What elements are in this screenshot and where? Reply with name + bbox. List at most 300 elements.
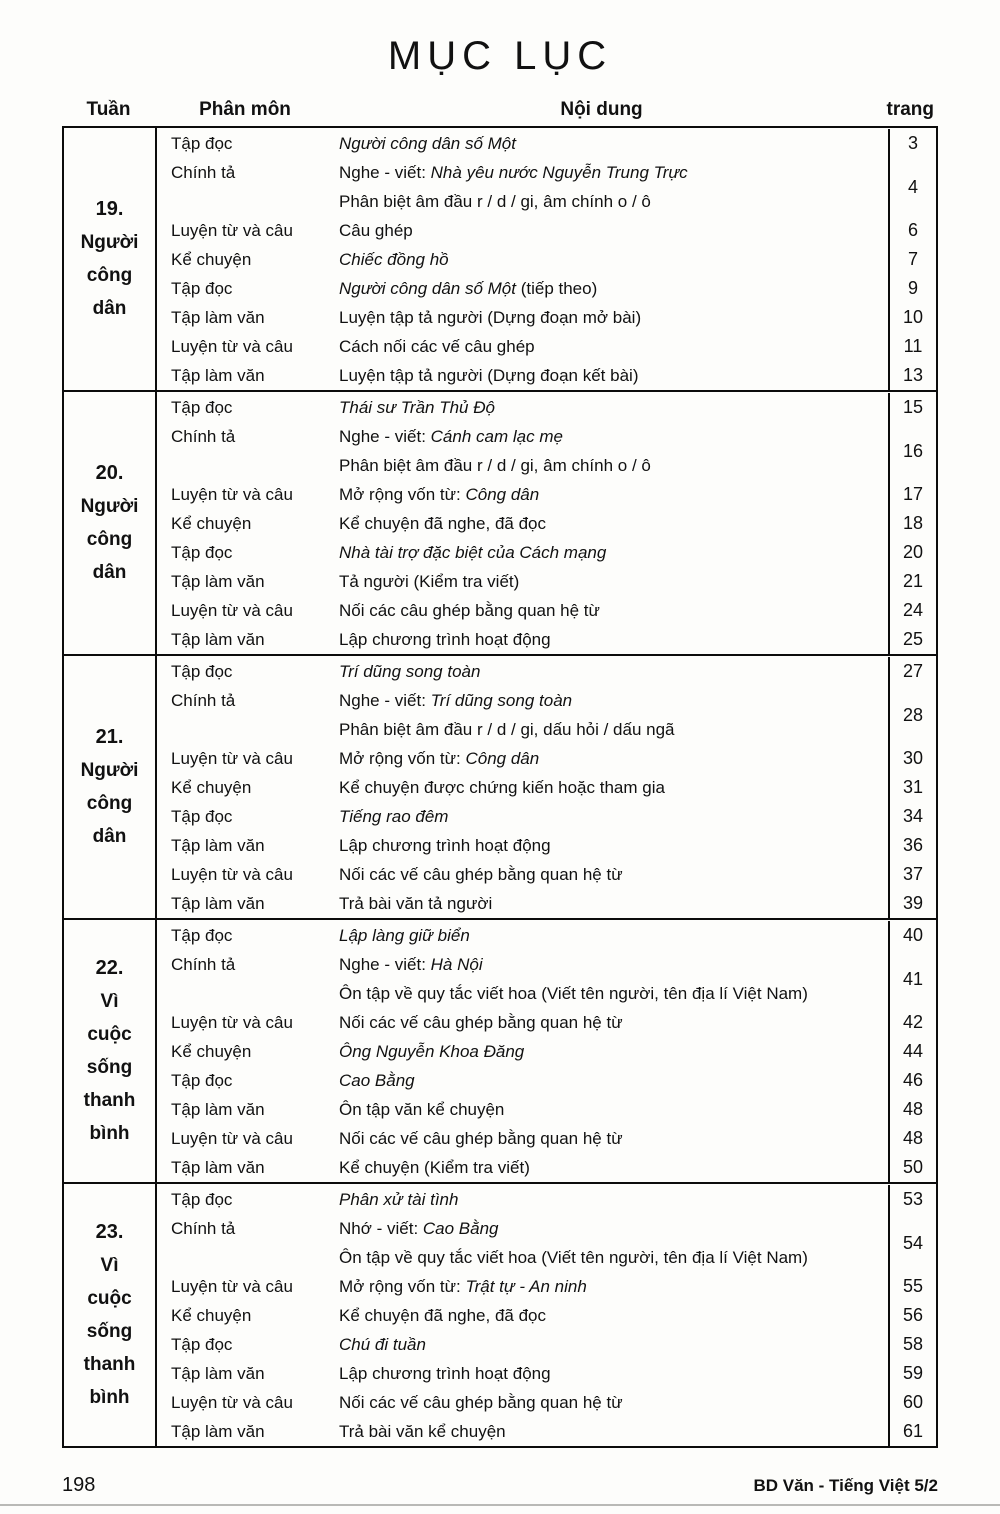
table-row	[157, 303, 936, 332]
page-number-cell: 6	[888, 216, 936, 245]
page-number-cell: 31	[888, 773, 936, 802]
page-number-cell: 37	[888, 860, 936, 889]
content-line	[339, 596, 884, 625]
page-number-cell: 4	[888, 158, 936, 216]
week-rows	[157, 128, 936, 390]
content-cell	[339, 860, 888, 889]
subject-cell: Luyện từ và câu	[171, 485, 293, 504]
week-theme-word: dân	[92, 298, 127, 319]
page-number-cell: 13	[888, 361, 936, 390]
content-line	[339, 393, 884, 422]
content-line	[339, 451, 884, 480]
table-row	[157, 889, 936, 918]
content-cell	[339, 657, 888, 686]
content-line	[339, 129, 884, 158]
subject-cell: Tập đọc	[171, 398, 233, 417]
content-text: Trả bài văn kể chuyện	[339, 1422, 506, 1441]
content-line	[339, 1095, 884, 1124]
content-cell	[339, 274, 888, 303]
page-number-cell: 30	[888, 744, 936, 773]
content-title-text: Người công dân số Một	[339, 279, 516, 298]
subject-cell: Tập làm văn	[171, 572, 265, 591]
content-text: Phân biệt âm đầu r / d / gi, âm chính o / ô	[339, 192, 651, 211]
content-text: Lập chương trình hoạt động	[339, 630, 551, 649]
content-line	[339, 538, 884, 567]
table-row	[157, 1301, 936, 1330]
page-number-cell: 61	[888, 1417, 936, 1446]
content-text: Nối các vế câu ghép bằng quan hệ từ	[339, 1129, 623, 1148]
subject-cell: Tập làm văn	[171, 1158, 265, 1177]
content-line	[339, 802, 884, 831]
content-line	[339, 1008, 884, 1037]
subject-cell: Tập làm văn	[171, 836, 265, 855]
table-row	[157, 361, 936, 390]
content-cell	[339, 1124, 888, 1153]
week-theme-word: cuộc	[87, 1024, 132, 1045]
content-cell	[339, 1037, 888, 1066]
contents-table	[62, 126, 938, 1448]
content-line	[339, 303, 884, 332]
column-header-subject: Phân môn	[199, 99, 291, 120]
week-theme-word: thanh	[83, 1090, 136, 1111]
table-row	[157, 216, 936, 245]
content-cell	[339, 509, 888, 538]
week-number: 22.	[95, 957, 124, 979]
week-theme-word: Vì	[100, 991, 119, 1012]
page-number-cell: 42	[888, 1008, 936, 1037]
table-row	[157, 596, 936, 625]
subject-cell: Tập làm văn	[171, 630, 265, 649]
content-cell	[339, 480, 888, 509]
content-text: Kể chuyện đã nghe, đã đọc	[339, 1306, 546, 1325]
content-cell	[339, 744, 888, 773]
column-header-page: trang	[886, 99, 934, 120]
table-row	[157, 393, 936, 422]
page-number-cell: 46	[888, 1066, 936, 1095]
page-number-cell: 55	[888, 1272, 936, 1301]
content-cell	[339, 245, 888, 274]
page-number-cell: 21	[888, 567, 936, 596]
table-row	[157, 1066, 936, 1095]
table-row	[157, 1124, 936, 1153]
subject-cell: Luyện từ và câu	[171, 1129, 293, 1148]
table-row	[157, 950, 936, 1008]
content-text: Nối các vế câu ghép bằng quan hệ từ	[339, 1013, 623, 1032]
content-title-text: Cao Bằng	[339, 1071, 415, 1090]
table-row	[157, 1359, 936, 1388]
subject-cell: Tập đọc	[171, 279, 233, 298]
page-number-cell: 11	[888, 332, 936, 361]
page-number-cell: 9	[888, 274, 936, 303]
week-theme-word: Vì	[100, 1255, 119, 1276]
table-row	[157, 1214, 936, 1272]
week-theme-word: Người	[80, 232, 139, 253]
page-number-cell: 24	[888, 596, 936, 625]
week-number: 19.	[95, 198, 124, 220]
page-number-cell: 40	[888, 921, 936, 950]
content-cell	[339, 303, 888, 332]
subject-cell: Tập làm văn	[171, 308, 265, 327]
page-number-cell: 41	[888, 950, 936, 1008]
week-theme-word: sống	[86, 1321, 133, 1342]
subject-cell: Tập đọc	[171, 1190, 233, 1209]
content-title-text: Phân xử tài tình	[339, 1190, 459, 1209]
week-number: 21.	[95, 726, 124, 748]
table-row	[157, 274, 936, 303]
subject-cell: Chính tả	[171, 427, 236, 446]
content-line	[339, 831, 884, 860]
subject-cell: Luyện từ và câu	[171, 337, 293, 356]
subject-cell: Tập đọc	[171, 926, 233, 945]
content-cell	[339, 1214, 888, 1272]
week-theme-word: dân	[92, 826, 127, 847]
week-rows	[157, 920, 936, 1182]
content-cell	[339, 686, 888, 744]
page-number-cell: 48	[888, 1095, 936, 1124]
week-number: 23.	[95, 1221, 124, 1243]
content-cell	[339, 1153, 888, 1182]
subject-cell: Tập đọc	[171, 662, 233, 681]
content-title-text: Người công dân số Một	[339, 134, 516, 153]
page-footer	[62, 1474, 938, 1497]
content-text: Ôn tập về quy tắc viết hoa (Viết tên người, tên địa lí Việt Nam)	[339, 984, 808, 1003]
content-cell	[339, 596, 888, 625]
content-text: Nối các vế câu ghép bằng quan hệ từ	[339, 1393, 623, 1412]
content-line	[339, 950, 884, 979]
page-number-cell: 3	[888, 129, 936, 158]
table-row	[157, 686, 936, 744]
content-title-text: Tiếng rao đêm	[339, 807, 449, 826]
content-line	[339, 921, 884, 950]
content-line	[339, 625, 884, 654]
page-number-cell: 20	[888, 538, 936, 567]
week-section	[64, 1184, 936, 1446]
page-number-cell: 17	[888, 480, 936, 509]
subject-cell: Kể chuyện	[171, 250, 252, 269]
page-number-cell: 27	[888, 657, 936, 686]
table-row	[157, 625, 936, 654]
content-line	[339, 1330, 884, 1359]
subject-cell: Tập đọc	[171, 1335, 233, 1354]
subject-cell: Tập làm văn	[171, 1422, 265, 1441]
content-line	[339, 686, 884, 715]
content-text: Trả bài văn tả người	[339, 894, 493, 913]
page-number-cell: 34	[888, 802, 936, 831]
page-number-cell: 28	[888, 686, 936, 744]
content-title-text: Công dân	[465, 485, 540, 504]
subject-cell: Chính tả	[171, 163, 236, 182]
table-row	[157, 1388, 936, 1417]
page-number-cell: 59	[888, 1359, 936, 1388]
content-cell	[339, 773, 888, 802]
content-cell	[339, 158, 888, 216]
content-cell	[339, 950, 888, 1008]
content-text: Nối các vế câu ghép bằng quan hệ từ	[339, 865, 623, 884]
content-line	[339, 187, 884, 216]
content-line	[339, 361, 884, 390]
subject-cell: Luyện từ và câu	[171, 865, 293, 884]
page-number-cell: 7	[888, 245, 936, 274]
content-title-text: Nhà yêu nước Nguyễn Trung Trực	[430, 163, 688, 182]
content-text: Nhớ - viết:	[339, 1219, 423, 1238]
week-theme-word: dân	[92, 562, 127, 583]
table-row	[157, 332, 936, 361]
page-number-cell: 53	[888, 1185, 936, 1214]
content-cell	[339, 1388, 888, 1417]
content-title-text: Chú đi tuần	[339, 1335, 426, 1354]
content-title-text: Cao Bằng	[422, 1219, 499, 1238]
content-line	[339, 1066, 884, 1095]
content-text: Cách nối các vế câu ghép	[339, 337, 535, 356]
page-number-cell: 10	[888, 303, 936, 332]
table-row	[157, 480, 936, 509]
content-line	[339, 1388, 884, 1417]
table-row	[157, 129, 936, 158]
content-line	[339, 657, 884, 686]
content-line	[339, 1272, 884, 1301]
week-theme-word: Người	[80, 760, 139, 781]
content-text: Mở rộng vốn từ:	[339, 749, 466, 768]
table-row	[157, 657, 936, 686]
page-title: MỤC LỤC	[387, 34, 613, 78]
content-text: Phân biệt âm đầu r / d / gi, dấu hỏi / dấu ngã	[339, 720, 675, 739]
page-number-cell: 58	[888, 1330, 936, 1359]
content-text: Ôn tập về quy tắc viết hoa (Viết tên người, tên địa lí Việt Nam)	[339, 1248, 808, 1267]
subject-cell: Luyện từ và câu	[171, 1393, 293, 1412]
page-number-cell: 54	[888, 1214, 936, 1272]
content-text: Nghe - viết:	[339, 691, 431, 710]
content-line	[339, 332, 884, 361]
content-title-text: Ông Nguyễn Khoa Đăng	[339, 1042, 525, 1061]
content-cell	[339, 1185, 888, 1214]
content-cell	[339, 921, 888, 950]
table-row	[157, 1272, 936, 1301]
content-title-text: Công dân	[465, 749, 540, 768]
content-line	[339, 715, 884, 744]
content-cell	[339, 129, 888, 158]
content-line	[339, 422, 884, 451]
page-number-cell: 39	[888, 889, 936, 918]
content-title-text: Chiếc đồng hồ	[339, 250, 449, 269]
subject-cell: Kể chuyện	[171, 514, 252, 533]
content-cell	[339, 831, 888, 860]
table-row	[157, 538, 936, 567]
content-line	[339, 1301, 884, 1330]
content-cell	[339, 1417, 888, 1446]
subject-cell: Tập đọc	[171, 543, 233, 562]
content-line	[339, 1037, 884, 1066]
table-row	[157, 158, 936, 216]
content-text: (tiếp theo)	[515, 279, 598, 298]
content-line	[339, 509, 884, 538]
week-theme-word: thanh	[83, 1354, 136, 1375]
week-label-cell	[64, 392, 157, 654]
content-text: Lập chương trình hoạt động	[339, 836, 551, 855]
subject-cell: Tập làm văn	[171, 366, 265, 385]
table-row	[157, 509, 936, 538]
page-number-cell: 36	[888, 831, 936, 860]
week-section	[64, 128, 936, 392]
table-row	[157, 422, 936, 480]
subject-cell: Chính tả	[171, 691, 236, 710]
content-cell	[339, 1066, 888, 1095]
content-cell	[339, 332, 888, 361]
content-text: Lập chương trình hoạt động	[339, 1364, 551, 1383]
subject-cell: Luyện từ và câu	[171, 1277, 293, 1296]
content-line	[339, 274, 884, 303]
scan-edge-artifact	[0, 1504, 1000, 1506]
table-row	[157, 921, 936, 950]
content-text: Nghe - viết:	[339, 163, 431, 182]
week-theme-word: bình	[89, 1387, 130, 1408]
column-header-content: Nội dung	[560, 99, 643, 120]
subject-cell: Tập đọc	[171, 1071, 233, 1090]
content-cell	[339, 1008, 888, 1037]
content-cell	[339, 1095, 888, 1124]
content-line	[339, 1243, 884, 1272]
week-theme-word: Người	[80, 496, 139, 517]
subject-cell: Kể chuyện	[171, 1042, 252, 1061]
content-line	[339, 1417, 884, 1446]
table-row	[157, 1095, 936, 1124]
content-cell	[339, 567, 888, 596]
content-text: Nối các câu ghép bằng quan hệ từ	[339, 601, 600, 620]
subject-cell: Chính tả	[171, 955, 236, 974]
content-cell	[339, 625, 888, 654]
subject-cell: Tập làm văn	[171, 894, 265, 913]
page-number-cell: 48	[888, 1124, 936, 1153]
page-number-cell: 56	[888, 1301, 936, 1330]
week-theme-word: bình	[89, 1123, 130, 1144]
page-number-cell: 44	[888, 1037, 936, 1066]
content-cell	[339, 422, 888, 480]
table-row	[157, 567, 936, 596]
content-cell	[339, 216, 888, 245]
subject-cell: Tập đọc	[171, 134, 233, 153]
week-rows	[157, 656, 936, 918]
content-cell	[339, 802, 888, 831]
content-title-text: Lập làng giữ biển	[339, 926, 470, 945]
content-title-text: Trí dũng song toàn	[339, 662, 481, 681]
week-theme-word: công	[86, 793, 133, 814]
content-title-text: Trí dũng song toàn	[430, 691, 573, 710]
subject-cell: Tập làm văn	[171, 1100, 265, 1119]
content-line	[339, 245, 884, 274]
table-row	[157, 1008, 936, 1037]
table-row	[157, 1417, 936, 1446]
page-number-cell: 50	[888, 1153, 936, 1182]
week-rows	[157, 1184, 936, 1446]
subject-cell: Chính tả	[171, 1219, 236, 1238]
content-text: Mở rộng vốn từ:	[339, 485, 466, 504]
week-section	[64, 920, 936, 1184]
content-title-text: Trật tự - An ninh	[465, 1277, 587, 1296]
page-number-cell: 15	[888, 393, 936, 422]
subject-cell: Tập đọc	[171, 807, 233, 826]
content-cell	[339, 1330, 888, 1359]
content-text: Tả người (Kiểm tra viết)	[339, 572, 520, 591]
content-cell	[339, 1272, 888, 1301]
content-line	[339, 1185, 884, 1214]
footer-page-number: 198	[62, 1474, 96, 1496]
week-section	[64, 656, 936, 920]
table-header-row	[62, 99, 938, 121]
table-row	[157, 802, 936, 831]
content-cell	[339, 889, 888, 918]
subject-cell: Luyện từ và câu	[171, 749, 293, 768]
page-number-cell: 18	[888, 509, 936, 538]
subject-cell: Tập làm văn	[171, 1364, 265, 1383]
content-text: Câu ghép	[339, 221, 413, 240]
page-number-cell: 16	[888, 422, 936, 480]
content-line	[339, 1153, 884, 1182]
table-row	[157, 860, 936, 889]
content-title-text: Hà Nội	[430, 955, 483, 974]
content-cell	[339, 1359, 888, 1388]
subject-cell: Luyện từ và câu	[171, 221, 293, 240]
content-cell	[339, 393, 888, 422]
week-theme-word: sống	[86, 1057, 133, 1078]
table-row	[157, 245, 936, 274]
table-row	[157, 1037, 936, 1066]
content-line	[339, 889, 884, 918]
week-section	[64, 392, 936, 656]
subject-cell: Kể chuyện	[171, 1306, 252, 1325]
content-text: Nghe - viết:	[339, 955, 431, 974]
week-label-cell	[64, 920, 157, 1182]
page-number-cell: 60	[888, 1388, 936, 1417]
content-line	[339, 744, 884, 773]
content-line	[339, 1359, 884, 1388]
subject-cell: Kể chuyện	[171, 778, 252, 797]
content-line	[339, 979, 884, 1008]
table-row	[157, 744, 936, 773]
content-line	[339, 480, 884, 509]
content-line	[339, 1124, 884, 1153]
week-theme-word: công	[86, 529, 133, 550]
subject-cell: Luyện từ và câu	[171, 601, 293, 620]
content-line	[339, 1214, 884, 1243]
week-rows	[157, 392, 936, 654]
content-cell	[339, 361, 888, 390]
content-text: Mở rộng vốn từ:	[339, 1277, 466, 1296]
table-row	[157, 1153, 936, 1182]
week-label-cell	[64, 1184, 157, 1446]
week-theme-word: cuộc	[87, 1288, 132, 1309]
content-text: Kể chuyện được chứng kiến hoặc tham gia	[339, 778, 665, 797]
table-row	[157, 1185, 936, 1214]
content-text: Luyện tập tả người (Dựng đoạn mở bài)	[339, 308, 642, 327]
content-cell	[339, 1301, 888, 1330]
week-label-cell	[64, 656, 157, 918]
content-text: Luyện tập tả người (Dựng đoạn kết bài)	[339, 366, 639, 385]
content-text: Nghe - viết:	[339, 427, 431, 446]
content-title-text: Nhà tài trợ đặc biệt của Cách mạng	[339, 543, 607, 562]
table-row	[157, 831, 936, 860]
week-number: 20.	[95, 462, 124, 484]
table-row	[157, 773, 936, 802]
week-label-cell	[64, 128, 157, 390]
column-header-week: Tuần	[86, 99, 131, 120]
table-row	[157, 1330, 936, 1359]
content-text: Kể chuyện (Kiểm tra viết)	[339, 1158, 530, 1177]
content-cell	[339, 538, 888, 567]
footer-book-title: BD Văn - Tiếng Việt 5/2	[753, 1476, 938, 1495]
content-text: Phân biệt âm đầu r / d / gi, âm chính o / ô	[339, 456, 651, 475]
content-line	[339, 216, 884, 245]
content-line	[339, 773, 884, 802]
subject-cell: Luyện từ và câu	[171, 1013, 293, 1032]
